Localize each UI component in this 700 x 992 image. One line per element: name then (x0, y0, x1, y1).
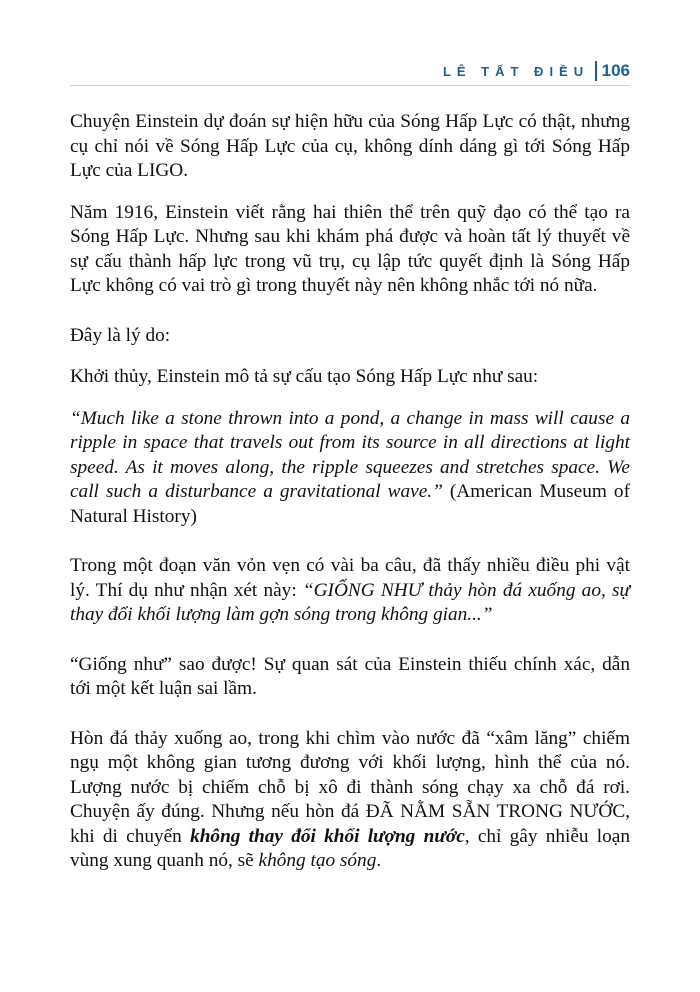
paragraph-3: Đây là lý do: (70, 324, 171, 346)
paragraph-1: Chuyện Einstein dự đoán sự hiện hữu của Sóng Hấp Lực có thật, nhưng cụ chỉ nói về Sóng Hấp Lực của cụ, không dính dáng gì tới Sóng Hấp Lực của LIGO. (70, 111, 630, 181)
header-divider (595, 61, 597, 81)
page-number: 106 (601, 61, 630, 80)
paragraph-6 (70, 554, 630, 628)
paragraph-6-quote: “GIỐNG NHƯ thảy hòn đá xuống ao, sự thay đổi khối lượng làm gợn sóng trong không gian...” (70, 579, 630, 625)
paragraph-6-text: Trong một đoạn văn vỏn vẹn có vài ba câu, đã thấy nhiều điều phi vật lý. Thí dụ như nhận xét này: (70, 555, 630, 601)
header-rule (70, 85, 630, 86)
paragraph-8-italic: không tạo sóng (258, 850, 377, 871)
paragraph-2: Năm 1916, Einstein viết rằng hai thiên thể trên quỹ đạo có thể tạo ra Sóng Hấp Lực. Nhưng sau khi khám phá được và hoàn tất lý thuyết về sự cấu thành hấp lực trong vũ trụ, cụ lập tức quyết định là Sóng Hấp Lực không có vai trò gì trong thuyết này nên không nhắc tới nó nữa. (70, 201, 630, 296)
paragraph-8-text-3: . (376, 850, 382, 871)
paragraph-7: “Giống như” sao được! Sự quan sát của Einstein thiếu chính xác, dẫn tới một kết luận sai lầm. (70, 653, 630, 699)
paragraph-8 (70, 727, 630, 874)
paragraph-8-text-1: Hòn đá thảy xuống ao, trong khi chìm vào nước đã “xâm lăng” chiếm ngụ một không gian tương đương với khối lượng, hình thể của nó. Lượng nước bị chiếm chỗ bị xô đi thành sóng chạy xa chỗ đá rơi. Chuyện ấy đúng. Nhưng nếu hòn đá ĐÃ NẰM SẴN TRONG NƯỚC, khi di chuyển (70, 727, 630, 847)
paragraph-4: Khởi thủy, Einstein mô tả sự cấu tạo Sóng Hấp Lực như sau: (70, 366, 539, 387)
paragraph-8-text-2: , chỉ gây nhiễu loạn vùng xung quanh nó, sẽ (70, 825, 630, 871)
page-header (70, 58, 630, 84)
paragraph-8-emphasis: không thay đổi khối lượng nước (190, 825, 465, 847)
quote-text: “Much like a stone thrown into a pond, a change in mass will cause a ripple in space that travels out from its source in all directions at light speed. As it moves along, the ripple squeezes and stretches space. We call such a disturbance a gravitational wave.” (70, 407, 630, 502)
page-body (70, 110, 630, 891)
quote-source: (American Museum of Natural History) (70, 481, 630, 527)
header-author: LÊ TẤT ĐIỀU (442, 63, 590, 79)
paragraph-5-quote (70, 407, 630, 530)
